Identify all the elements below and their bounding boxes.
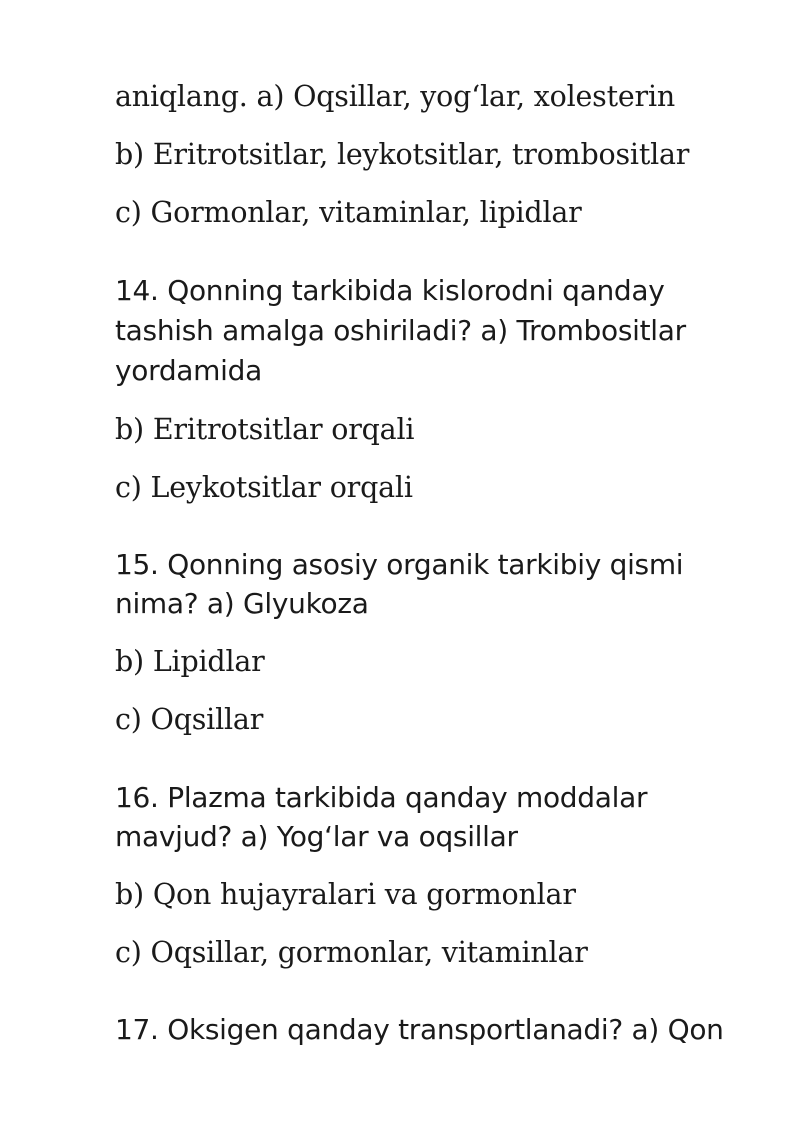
question-15-option-c: c) Oqsillar: [115, 703, 264, 736]
question-16-option-b: b) Qon hujayralari va gormonlar: [115, 878, 576, 911]
question-16-line-2: mavjud? a) Yog‘lar va oqsillar: [115, 820, 518, 853]
question-15-line-1: 15. Qonning asosiy organik tarkibiy qismi: [115, 548, 684, 581]
question-15-line-2: nima? a) Glyukoza: [115, 587, 369, 620]
question-14-line-1: 14. Qonning tarkibida kislorodni qanday: [115, 274, 665, 307]
question-14-option-c: c) Leykotsitlar orqali: [115, 471, 413, 504]
question-14-line-2: tashish amalga oshiriladi? a) Trombositlar: [115, 314, 686, 347]
question-14-option-b: b) Eritrotsitlar orqali: [115, 413, 415, 446]
question-14-line-3: yordamida: [115, 354, 262, 387]
question-13-option-c: c) Gormonlar, vitaminlar, lipidlar: [115, 196, 582, 229]
question-16-line-1: 16. Plazma tarkibida qanday moddalar: [115, 781, 648, 814]
question-13-continuation: aniqlang. a) Oqsillar, yog‘lar, xolesterin: [115, 80, 676, 113]
question-16-option-c: c) Oqsillar, gormonlar, vitaminlar: [115, 936, 588, 969]
question-15-option-b: b) Lipidlar: [115, 645, 265, 678]
question-17-line-1: 17. Oksigen qanday transportlanadi? a) Qon: [115, 1013, 724, 1046]
question-13-option-b: b) Eritrotsitlar, leykotsitlar, trombositlar: [115, 138, 690, 171]
